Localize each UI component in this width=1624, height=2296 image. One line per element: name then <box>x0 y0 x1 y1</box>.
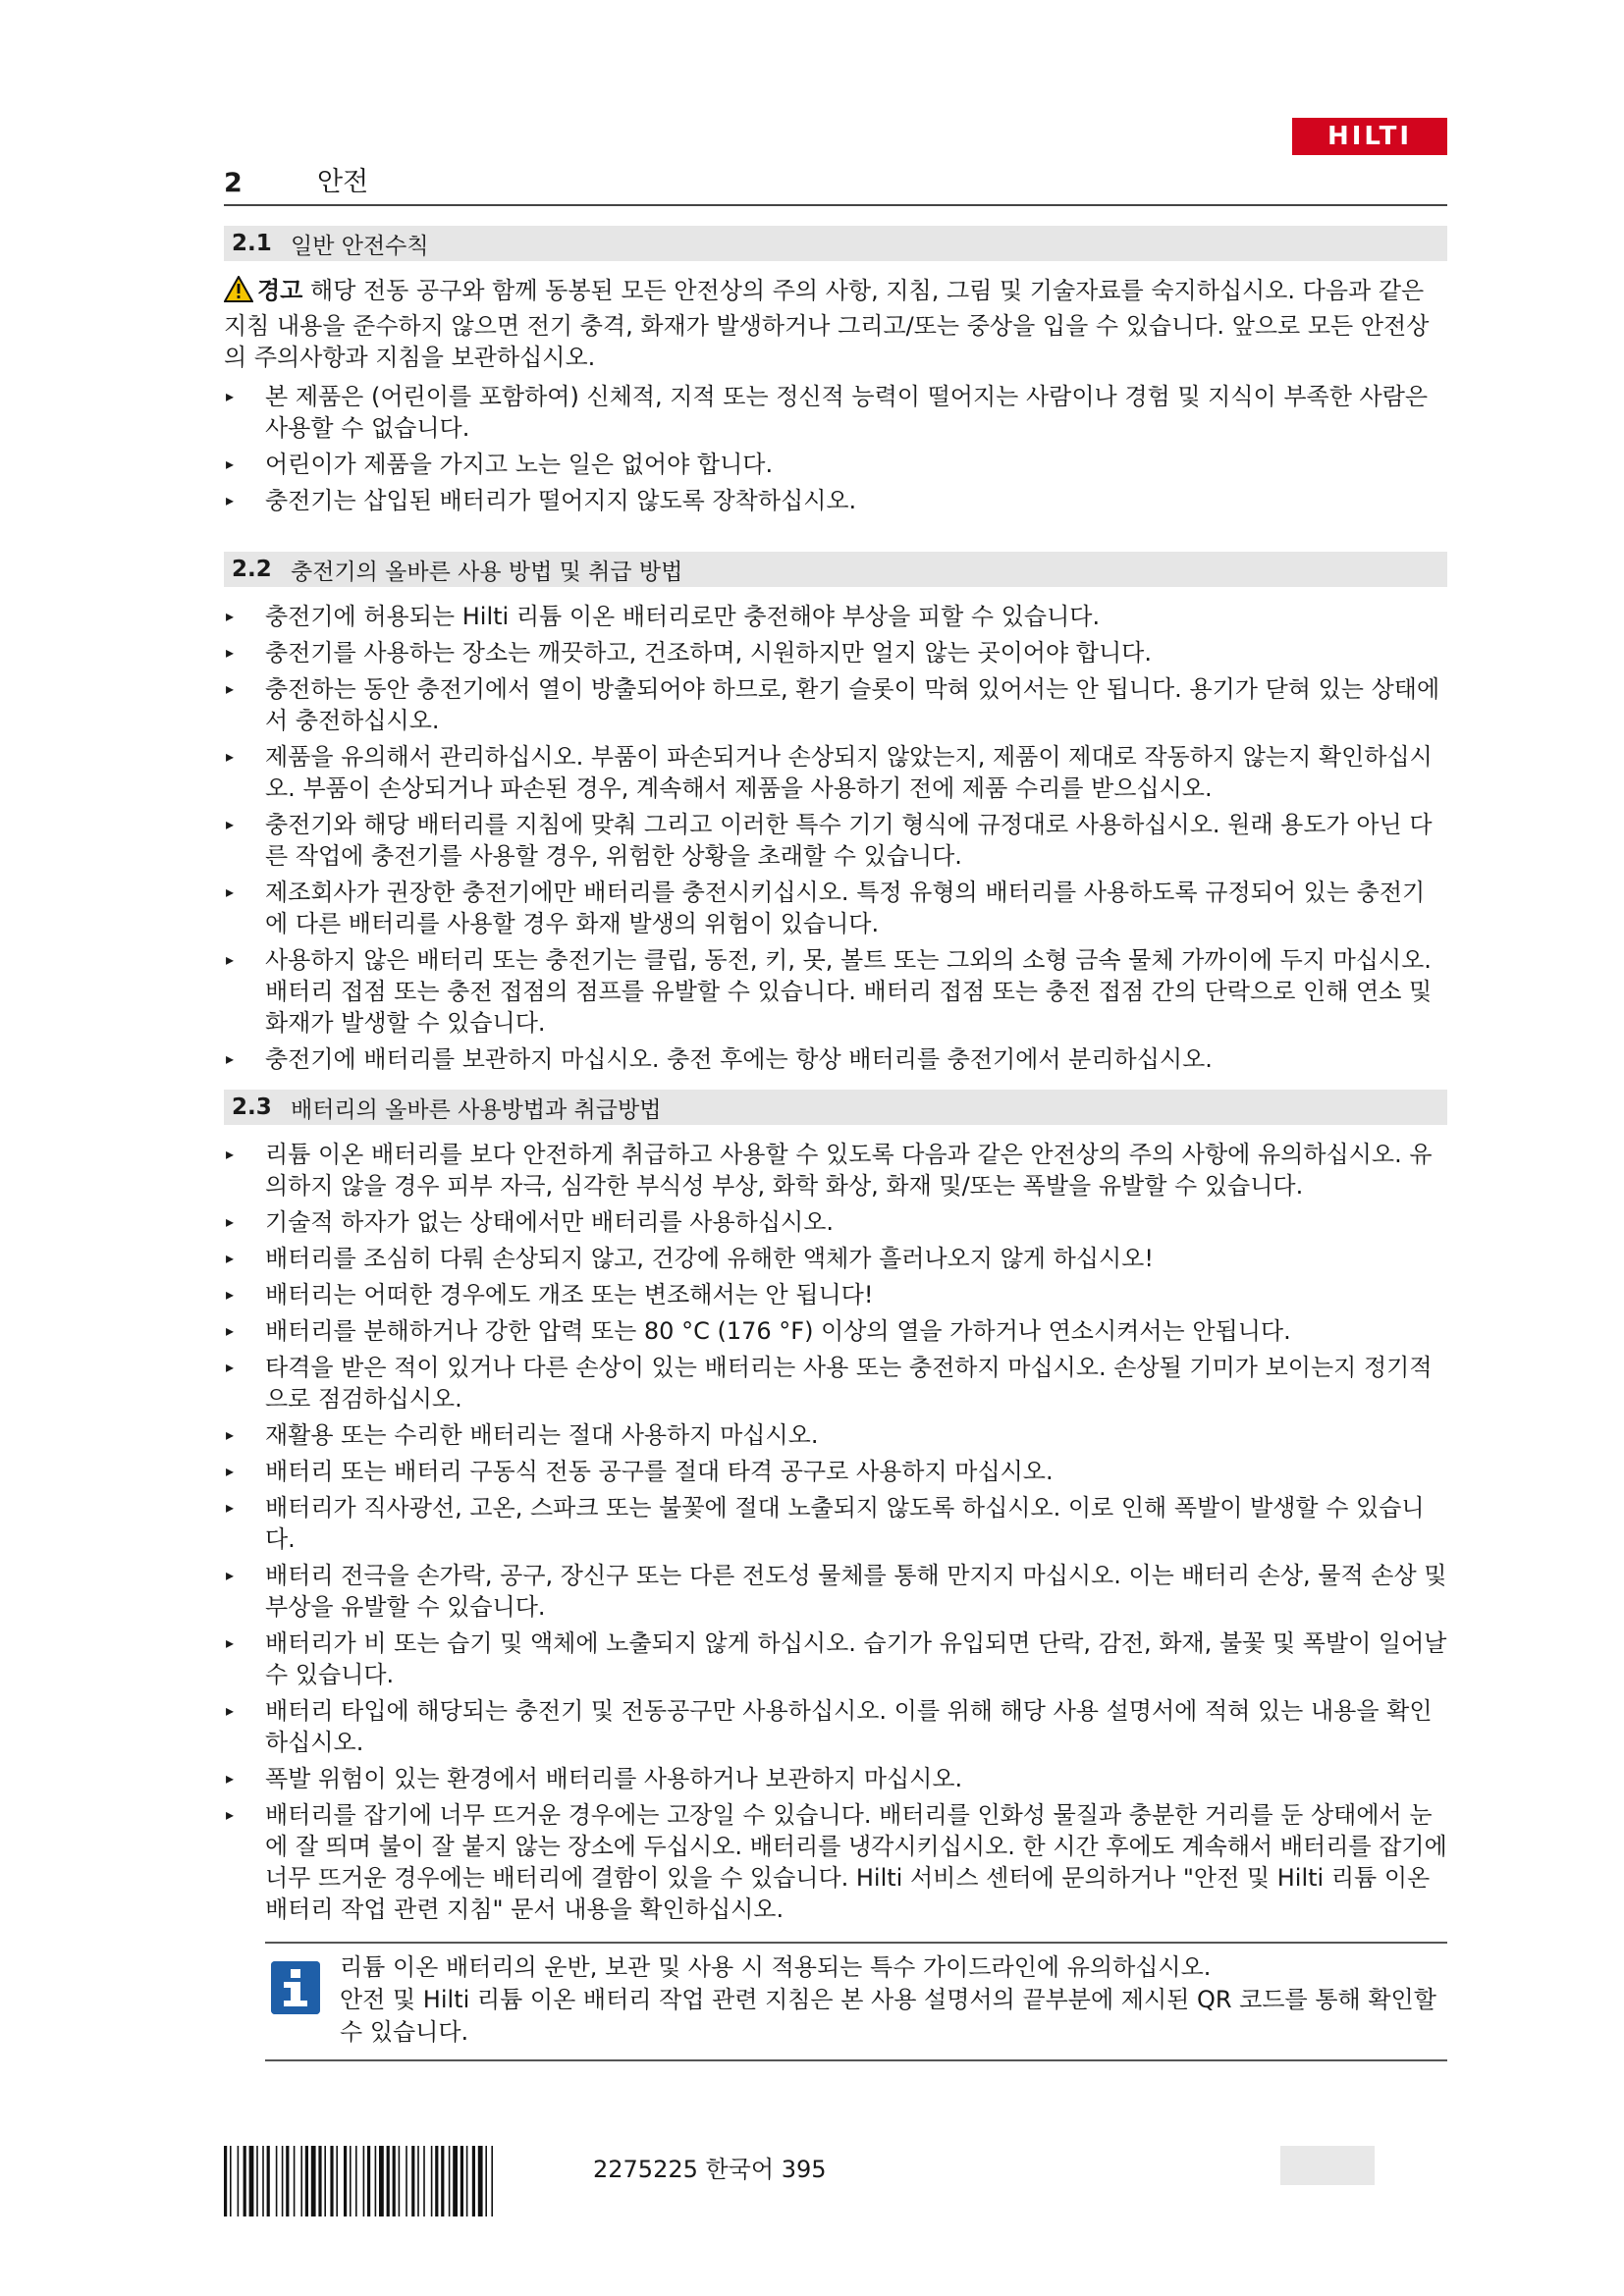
barcode-bar <box>276 2146 278 2216</box>
barcode-bar <box>491 2146 493 2216</box>
triangle-bullet-icon: ▸ <box>226 491 235 509</box>
warning-text: 해당 전동 공구와 함께 동봉된 모든 안전상의 주의 사항, 지침, 그림 및 기술자료를 숙지하십시오. 다음과 같은 지침 내용을 준수하지 않으면 전기 충격, 화재가 발생하거나 그리고/또는 중상을 입을 수 있습니다. 앞으로 모든 안전상의 주의사항과 지침을 보관하십시오. <box>224 277 1430 371</box>
list-item <box>224 1560 1447 1623</box>
triangle-bullet-icon: ▸ <box>226 454 235 473</box>
barcode-bar <box>350 2146 352 2216</box>
triangle-bullet-icon: ▸ <box>226 950 235 969</box>
barcode-bar <box>238 2146 240 2216</box>
list-item <box>224 1695 1447 1758</box>
barcode-bar <box>330 2146 333 2216</box>
barcode-bar <box>379 2146 384 2216</box>
barcode-bar <box>311 2146 316 2216</box>
triangle-bullet-icon: ▸ <box>226 1566 235 1584</box>
warning-lead: 경고 <box>257 277 303 304</box>
list-item-text: 재활용 또는 수리한 배터리는 절대 사용하지 마십시오. <box>265 1421 819 1449</box>
section-number: 2.1 <box>232 231 272 256</box>
triangle-bullet-icon: ▸ <box>226 1145 235 1163</box>
triangle-bullet-icon: ▸ <box>226 679 235 698</box>
barcode-bar <box>387 2146 390 2216</box>
list-item-text: 배터리 전극을 손가락, 공구, 장신구 또는 다른 전도성 물체를 통해 만지지 마십시오. 이는 배터리 손상, 물적 손상 및 부상을 유발할 수 있습니다. <box>265 1562 1447 1621</box>
barcode-bar <box>406 2146 407 2216</box>
barcode-bar <box>286 2146 289 2216</box>
triangle-bullet-icon: ▸ <box>226 1462 235 1480</box>
bullet-list <box>224 381 1447 516</box>
barcode-bar <box>441 2146 444 2216</box>
triangle-bullet-icon: ▸ <box>226 1212 235 1231</box>
triangle-bullet-icon: ▸ <box>226 815 235 833</box>
barcode-bar <box>472 2146 475 2216</box>
chapter-title: 안전 <box>317 167 369 197</box>
list-item <box>224 637 1447 668</box>
list-item-text: 배터리를 조심히 다뤄 손상되지 않고, 건강에 유해한 액체가 흘러나오지 않게 하십시오! <box>265 1245 1154 1272</box>
triangle-bullet-icon: ▸ <box>226 1049 235 1068</box>
section-heading <box>224 552 1447 587</box>
barcode-bar <box>393 2146 396 2216</box>
list-item <box>224 601 1447 632</box>
barcode-bar <box>224 2146 227 2216</box>
barcode-bar <box>423 2146 425 2216</box>
triangle-bullet-icon: ▸ <box>226 1805 235 1824</box>
section-2-3 <box>224 1090 1447 1930</box>
section-number: 2.3 <box>232 1095 272 1120</box>
barcode-bar <box>256 2146 258 2216</box>
hilti-logo <box>1292 118 1447 155</box>
triangle-bullet-icon: ▸ <box>226 1358 235 1376</box>
list-item-text: 배터리 또는 배터리 구동식 전동 공구를 절대 타격 공구로 사용하지 마십시오. <box>265 1458 1054 1485</box>
barcode-bar <box>300 2146 302 2216</box>
info-icon <box>271 1961 320 2014</box>
list-item-text: 충전기에 허용되는 Hilti 리튬 이온 배터리로만 충전해야 부상을 피할 수 있습니다. <box>265 603 1101 630</box>
chapter-number: 2 <box>224 168 243 198</box>
footer-tab <box>1280 2146 1375 2185</box>
triangle-bullet-icon: ▸ <box>226 1769 235 1788</box>
list-item <box>224 1456 1447 1487</box>
list-item-text: 충전기는 삽입된 배터리가 떨어지지 않도록 장착하십시오. <box>265 487 857 514</box>
info-note <box>265 1942 1447 2061</box>
list-item-text: 제조회사가 권장한 충전기에만 배터리를 충전시키십시오. 특정 유형의 배터리를 사용하도록 규정되어 있는 충전기에 다른 배터리를 사용할 경우 화재 발생의 위험이 있습니다. <box>265 879 1426 937</box>
barcode-bar <box>282 2146 284 2216</box>
list-item <box>224 485 1447 516</box>
list-item-text: 어린이가 제품을 가지고 노는 일은 없어야 합니다. <box>265 451 774 478</box>
section-heading <box>224 226 1447 261</box>
barcode-bar <box>324 2146 326 2216</box>
brand-name: HILTI <box>1326 122 1413 151</box>
barcode-bar <box>262 2146 264 2216</box>
section-title: 충전기의 올바른 사용 방법 및 취급 방법 <box>291 559 683 585</box>
list-item-text: 기술적 하자가 없는 상태에서만 배터리를 사용하십시오. <box>265 1208 835 1236</box>
barcode-bar <box>453 2146 458 2216</box>
barcode-bar <box>267 2146 270 2216</box>
barcode-bar <box>244 2146 246 2216</box>
triangle-bullet-icon: ▸ <box>226 1498 235 1517</box>
warning-triangle-icon <box>224 276 253 310</box>
barcode-bar <box>363 2146 365 2216</box>
triangle-bullet-icon: ▸ <box>226 1425 235 1444</box>
list-item-text: 충전하는 동안 충전기에서 열이 방출되어야 하므로, 환기 슬롯이 막혀 있어서는 안 됩니다. 용기가 닫혀 있는 상태에서 충전하십시오. <box>265 675 1440 734</box>
barcode-bar <box>294 2146 296 2216</box>
list-item-text: 폭발 위험이 있는 환경에서 배터리를 사용하거나 보관하지 마십시오. <box>265 1765 963 1792</box>
list-item-text: 충전기를 사용하는 장소는 깨끗하고, 건조하며, 시원하지만 얼지 않는 곳이어야 합니다. <box>265 639 1152 667</box>
barcode-bar <box>318 2146 321 2216</box>
barcode-bar <box>344 2146 347 2216</box>
list-item-text: 배터리는 어떠한 경우에도 개조 또는 변조해서는 안 됩니다! <box>265 1281 874 1308</box>
list-item <box>224 741 1447 804</box>
section-title: 일반 안전수칙 <box>291 233 429 259</box>
barcode-bar <box>411 2146 414 2216</box>
list-item-text: 배터리 타입에 해당되는 충전기 및 전동공구만 사용하십시오. 이를 위해 해당 사용 설명서에 적혀 있는 내용을 확인하십시오. <box>265 1697 1433 1756</box>
section-2-2 <box>224 552 1447 1080</box>
barcode-bar <box>305 2146 308 2216</box>
list-item <box>224 1139 1447 1201</box>
barcode-bar <box>449 2146 451 2216</box>
triangle-bullet-icon: ▸ <box>226 1321 235 1340</box>
list-item-text: 리튬 이온 배터리를 보다 안전하게 취급하고 사용할 수 있도록 다음과 같은 안전상의 주의 사항에 유의하십시오. 유의하지 않을 경우 피부 자극, 심각한 부식성 부상, 화학 화상, 화재 및/또는 폭발을 유발할 수 있습니다. <box>265 1141 1433 1200</box>
list-item <box>224 1492 1447 1555</box>
triangle-bullet-icon: ▸ <box>226 1633 235 1652</box>
triangle-bullet-icon: ▸ <box>226 1285 235 1304</box>
warning-paragraph <box>224 275 1447 373</box>
section-heading <box>224 1090 1447 1125</box>
barcode-bar <box>435 2146 438 2216</box>
list-item-text: 제품을 유의해서 관리하십시오. 부품이 파손되거나 손상되지 않았는지, 제품이 제대로 작동하지 않는지 확인하십시오. 부품이 손상되거나 파손된 경우, 계속해서 제품을 사용하기 전에 제품 수리를 받으십시오. <box>265 743 1433 802</box>
list-item-text: 배터리를 잡기에 너무 뜨거운 경우에는 고장일 수 있습니다. 배터리를 인화성 물질과 충분한 거리를 둔 상태에서 눈에 잘 띄며 불이 잘 붙지 않는 장소에 두십시오. 배터리를 냉각시키십시오. 한 시간 후에도 계속해서 배터리를 잡기에 너무 뜨거운 경우에는 배터리에 결함이 있을 수 있습니다. Hilti 서비스 센터에 문의하거나 "안전 및 Hilti 리튬 이온 배터리 작업 관련 지침" 문서 내용을 확인하십시오. <box>265 1801 1447 1923</box>
barcode-bar <box>355 2146 357 2216</box>
barcode-bar <box>399 2146 401 2216</box>
triangle-bullet-icon: ▸ <box>226 747 235 766</box>
triangle-bullet-icon: ▸ <box>226 387 235 405</box>
list-item <box>224 1043 1447 1075</box>
list-item <box>224 1799 1447 1925</box>
list-item-text: 사용하지 않은 배터리 또는 충전기는 클립, 동전, 키, 못, 볼트 또는 그외의 소형 금속 물체 가까이에 두지 마십시오. 배터리 접점 또는 충전 접점의 점프를 유발할 수 있습니다. 배터리 접점 또는 충전 접점 간의 단락으로 인해 연소 및 화재가 발생할 수 있습니다. <box>265 946 1433 1037</box>
list-item <box>224 1763 1447 1794</box>
barcode-bar <box>230 2146 232 2216</box>
bullet-list <box>224 1139 1447 1925</box>
info-line: 리튬 이온 배터리의 운반, 보관 및 사용 시 적용되는 특수 가이드라인에 유의하십시오. <box>340 1953 1212 1981</box>
list-item-text: 배터리를 분해하거나 강한 압력 또는 80 °C (176 °F) 이상의 열을 가하거나 연소시켜서는 안됩니다. <box>265 1317 1291 1345</box>
footer-page-info: 2275225 한국어 395 <box>593 2156 827 2183</box>
chapter-heading <box>224 163 1447 206</box>
triangle-bullet-icon: ▸ <box>226 1249 235 1267</box>
barcode-bar <box>431 2146 433 2216</box>
list-item-text: 타격을 받은 적이 있거나 다른 손상이 있는 배터리는 사용 또는 충전하지 마십시오. 손상될 기미가 보이는지 정기적으로 점검하십시오. <box>265 1354 1433 1413</box>
barcode-bar <box>249 2146 254 2216</box>
barcode-bar <box>460 2146 463 2216</box>
list-item <box>224 1352 1447 1415</box>
bullet-list <box>224 601 1447 1075</box>
info-line: 안전 및 Hilti 리튬 이온 배터리 작업 관련 지침은 본 사용 설명서의 끝부분에 제시된 QR 코드를 통해 확인할 수 있습니다. <box>340 1986 1436 2046</box>
section-2-1 <box>224 226 1447 521</box>
barcode-bar <box>485 2146 487 2216</box>
list-item <box>224 1419 1447 1451</box>
list-item-text: 충전기와 해당 배터리를 지침에 맞춰 그리고 이러한 특수 기기 형식에 규정대로 사용하십시오. 원래 용도가 아닌 다른 작업에 충전기를 사용할 경우, 위험한 상황을 초래할 수 있습니다. <box>265 811 1433 870</box>
triangle-bullet-icon: ▸ <box>226 882 235 901</box>
info-text <box>340 1951 1439 2049</box>
barcode-bar <box>375 2146 377 2216</box>
barcode-bar <box>367 2146 370 2216</box>
list-item-text: 본 제품은 (어린이를 포함하여) 신체적, 지적 또는 정신적 능력이 떨어지는 사람이나 경험 및 지식이 부족한 사람은 사용할 수 없습니다. <box>265 383 1429 442</box>
list-item <box>224 809 1447 872</box>
barcode-bar <box>336 2146 338 2216</box>
list-item <box>224 1279 1447 1310</box>
triangle-bullet-icon: ▸ <box>226 643 235 662</box>
list-item-text: 충전기에 배터리를 보관하지 마십시오. 충전 후에는 항상 배터리를 충전기에서 분리하십시오. <box>265 1045 1213 1073</box>
list-item <box>224 1206 1447 1238</box>
barcode-bar <box>478 2146 483 2216</box>
list-item <box>224 877 1447 939</box>
list-item <box>224 673 1447 736</box>
section-title: 배터리의 올바른 사용방법과 취급방법 <box>291 1096 662 1123</box>
triangle-bullet-icon: ▸ <box>226 607 235 625</box>
section-number: 2.2 <box>232 557 272 582</box>
list-item <box>224 944 1447 1039</box>
list-item-text: 배터리가 직사광선, 고온, 스파크 또는 불꽃에 절대 노출되지 않도록 하십시오. 이로 인해 폭발이 발생할 수 있습니다. <box>265 1494 1425 1553</box>
list-item <box>224 449 1447 480</box>
barcode <box>224 2146 564 2220</box>
list-item <box>224 1628 1447 1690</box>
list-item <box>224 381 1447 444</box>
list-item-text: 배터리가 비 또는 습기 및 액체에 노출되지 않게 하십시오. 습기가 유입되면 단락, 감전, 화재, 불꽃 및 폭발이 일어날 수 있습니다. <box>265 1629 1447 1688</box>
barcode-bar <box>417 2146 419 2216</box>
barcode-bar <box>466 2146 468 2216</box>
list-item <box>224 1315 1447 1347</box>
triangle-bullet-icon: ▸ <box>226 1701 235 1720</box>
list-item <box>224 1243 1447 1274</box>
